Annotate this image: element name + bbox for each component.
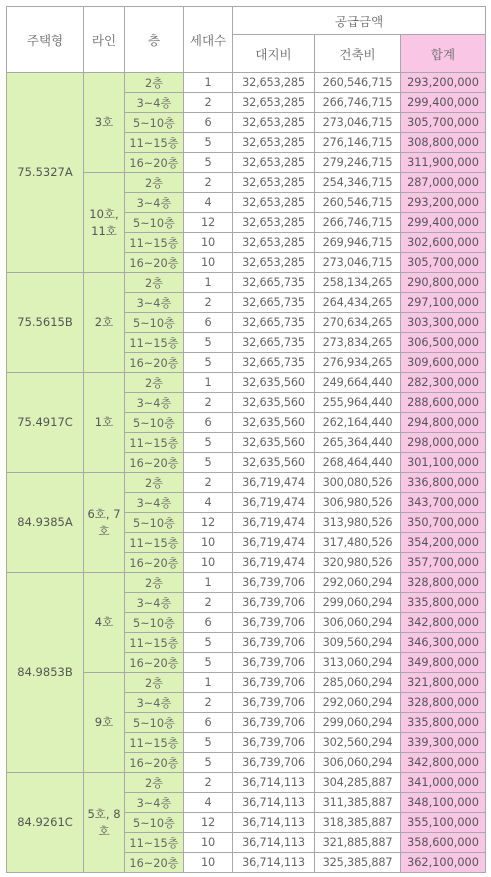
- total-cell: 290,800,000: [401, 273, 486, 293]
- total-cell: 357,700,000: [401, 553, 486, 573]
- build-cost-cell: 273,046,715: [315, 113, 401, 133]
- units-cell: 1: [184, 273, 233, 293]
- land-cost-cell: 32,653,285: [233, 193, 315, 213]
- build-cost-cell: 258,134,265: [315, 273, 401, 293]
- units-cell: 2: [184, 773, 233, 793]
- line-cell: 4호: [84, 573, 125, 673]
- units-cell: 10: [184, 553, 233, 573]
- floor-cell: 2층: [125, 673, 184, 693]
- unit-type-cell: 75.5615B: [7, 273, 84, 373]
- floor-cell: 5~10층: [125, 313, 184, 333]
- land-cost-cell: 32,653,285: [233, 213, 315, 233]
- total-cell: 303,300,000: [401, 313, 486, 333]
- build-cost-cell: 285,060,294: [315, 673, 401, 693]
- land-cost-cell: 32,653,285: [233, 233, 315, 253]
- land-cost-cell: 36,719,474: [233, 513, 315, 533]
- table-row: [7, 373, 486, 393]
- total-cell: 293,200,000: [401, 193, 486, 213]
- units-cell: 2: [184, 473, 233, 493]
- build-cost-cell: 260,546,715: [315, 73, 401, 93]
- line-cell: 10호, 11호: [84, 173, 125, 273]
- header-build-cost: 건축비: [315, 35, 401, 73]
- line-cell: 1호: [84, 373, 125, 473]
- header-row-1: [7, 7, 486, 35]
- land-cost-cell: 36,714,113: [233, 813, 315, 833]
- land-cost-cell: 36,719,474: [233, 493, 315, 513]
- header-line: 라인: [84, 7, 125, 73]
- floor-cell: 5~10층: [125, 613, 184, 633]
- floor-cell: 5~10층: [125, 413, 184, 433]
- land-cost-cell: 32,665,735: [233, 313, 315, 333]
- land-cost-cell: 32,653,285: [233, 173, 315, 193]
- build-cost-cell: 262,164,440: [315, 413, 401, 433]
- build-cost-cell: 292,060,294: [315, 693, 401, 713]
- land-cost-cell: 36,714,113: [233, 853, 315, 873]
- land-cost-cell: 32,653,285: [233, 113, 315, 133]
- line-cell: 3호: [84, 73, 125, 173]
- land-cost-cell: 32,665,735: [233, 273, 315, 293]
- unit-type-cell: 84.9853B: [7, 573, 84, 773]
- units-cell: 2: [184, 93, 233, 113]
- floor-cell: 5~10층: [125, 513, 184, 533]
- units-cell: 2: [184, 393, 233, 413]
- build-cost-cell: 264,434,265: [315, 293, 401, 313]
- total-cell: 288,600,000: [401, 393, 486, 413]
- table-row: [7, 773, 486, 793]
- land-cost-cell: 36,739,706: [233, 693, 315, 713]
- floor-cell: 5~10층: [125, 713, 184, 733]
- land-cost-cell: 36,719,474: [233, 473, 315, 493]
- build-cost-cell: 255,964,440: [315, 393, 401, 413]
- units-cell: 4: [184, 493, 233, 513]
- build-cost-cell: 249,664,440: [315, 373, 401, 393]
- units-cell: 10: [184, 853, 233, 873]
- unit-type-cell: 84.9261C: [7, 773, 84, 873]
- units-cell: 5: [184, 353, 233, 373]
- build-cost-cell: 317,480,526: [315, 533, 401, 553]
- units-cell: 2: [184, 173, 233, 193]
- build-cost-cell: 306,060,294: [315, 613, 401, 633]
- land-cost-cell: 36,739,706: [233, 573, 315, 593]
- land-cost-cell: 36,739,706: [233, 713, 315, 733]
- line-cell: 5호, 8호: [84, 773, 125, 873]
- units-cell: 2: [184, 593, 233, 613]
- units-cell: 1: [184, 373, 233, 393]
- floor-cell: 11~15층: [125, 333, 184, 353]
- header-floor: 층: [125, 7, 184, 73]
- units-cell: 1: [184, 673, 233, 693]
- units-cell: 1: [184, 73, 233, 93]
- total-cell: 354,200,000: [401, 533, 486, 553]
- total-cell: 311,900,000: [401, 153, 486, 173]
- unit-type-cell: 84.9385A: [7, 473, 84, 573]
- total-cell: 335,800,000: [401, 593, 486, 613]
- build-cost-cell: 313,060,294: [315, 653, 401, 673]
- build-cost-cell: 299,060,294: [315, 713, 401, 733]
- units-cell: 5: [184, 453, 233, 473]
- build-cost-cell: 321,885,887: [315, 833, 401, 853]
- build-cost-cell: 292,060,294: [315, 573, 401, 593]
- table-row: [7, 273, 486, 293]
- units-cell: 10: [184, 233, 233, 253]
- units-cell: 10: [184, 533, 233, 553]
- units-cell: 10: [184, 253, 233, 273]
- land-cost-cell: 36,739,706: [233, 633, 315, 653]
- total-cell: 305,700,000: [401, 253, 486, 273]
- land-cost-cell: 36,739,706: [233, 613, 315, 633]
- units-cell: 5: [184, 633, 233, 653]
- floor-cell: 3~4층: [125, 693, 184, 713]
- floor-cell: 11~15층: [125, 433, 184, 453]
- unit-type-cell: 75.4917C: [7, 373, 84, 473]
- total-cell: 282,300,000: [401, 373, 486, 393]
- line-cell: 6호, 7호: [84, 473, 125, 573]
- land-cost-cell: 36,739,706: [233, 653, 315, 673]
- build-cost-cell: 325,385,887: [315, 853, 401, 873]
- land-cost-cell: 36,739,706: [233, 673, 315, 693]
- total-cell: 328,800,000: [401, 693, 486, 713]
- header-land-cost: 대지비: [233, 35, 315, 73]
- units-cell: 12: [184, 813, 233, 833]
- land-cost-cell: 32,665,735: [233, 353, 315, 373]
- total-cell: 305,700,000: [401, 113, 486, 133]
- units-cell: 5: [184, 653, 233, 673]
- total-cell: 302,600,000: [401, 233, 486, 253]
- total-cell: 298,000,000: [401, 433, 486, 453]
- units-cell: 12: [184, 513, 233, 533]
- land-cost-cell: 36,714,113: [233, 773, 315, 793]
- build-cost-cell: 276,146,715: [315, 133, 401, 153]
- floor-cell: 2층: [125, 373, 184, 393]
- total-cell: 355,100,000: [401, 813, 486, 833]
- land-cost-cell: 32,653,285: [233, 93, 315, 113]
- units-cell: 5: [184, 153, 233, 173]
- units-cell: 4: [184, 793, 233, 813]
- land-cost-cell: 36,739,706: [233, 753, 315, 773]
- total-cell: 343,700,000: [401, 493, 486, 513]
- land-cost-cell: 36,714,113: [233, 833, 315, 853]
- total-cell: 293,200,000: [401, 73, 486, 93]
- land-cost-cell: 36,739,706: [233, 733, 315, 753]
- build-cost-cell: 304,285,887: [315, 773, 401, 793]
- total-cell: 336,800,000: [401, 473, 486, 493]
- floor-cell: 3~4층: [125, 493, 184, 513]
- floor-cell: 16~20층: [125, 553, 184, 573]
- floor-cell: 3~4층: [125, 793, 184, 813]
- build-cost-cell: 299,060,294: [315, 593, 401, 613]
- build-cost-cell: 318,385,887: [315, 813, 401, 833]
- build-cost-cell: 311,385,887: [315, 793, 401, 813]
- land-cost-cell: 32,653,285: [233, 153, 315, 173]
- floor-cell: 3~4층: [125, 393, 184, 413]
- units-cell: 5: [184, 133, 233, 153]
- land-cost-cell: 32,665,735: [233, 293, 315, 313]
- total-cell: 358,600,000: [401, 833, 486, 853]
- total-cell: 299,400,000: [401, 213, 486, 233]
- build-cost-cell: 265,364,440: [315, 433, 401, 453]
- units-cell: 6: [184, 613, 233, 633]
- build-cost-cell: 302,560,294: [315, 733, 401, 753]
- units-cell: 6: [184, 313, 233, 333]
- total-cell: 287,000,000: [401, 173, 486, 193]
- land-cost-cell: 32,635,560: [233, 373, 315, 393]
- floor-cell: 2층: [125, 573, 184, 593]
- floor-cell: 16~20층: [125, 653, 184, 673]
- units-cell: 1: [184, 573, 233, 593]
- header-total: 합계: [401, 35, 486, 73]
- floor-cell: 11~15층: [125, 733, 184, 753]
- build-cost-cell: 309,560,294: [315, 633, 401, 653]
- total-cell: 348,100,000: [401, 793, 486, 813]
- build-cost-cell: 266,746,715: [315, 93, 401, 113]
- total-cell: 346,300,000: [401, 633, 486, 653]
- units-cell: 5: [184, 433, 233, 453]
- total-cell: 299,400,000: [401, 93, 486, 113]
- units-cell: 5: [184, 733, 233, 753]
- units-cell: 6: [184, 113, 233, 133]
- total-cell: 308,800,000: [401, 133, 486, 153]
- floor-cell: 11~15층: [125, 133, 184, 153]
- floor-cell: 2층: [125, 73, 184, 93]
- land-cost-cell: 36,719,474: [233, 553, 315, 573]
- floor-cell: 5~10층: [125, 113, 184, 133]
- floor-cell: 3~4층: [125, 193, 184, 213]
- table-row: [7, 573, 486, 593]
- total-cell: 321,800,000: [401, 673, 486, 693]
- land-cost-cell: 36,714,113: [233, 793, 315, 813]
- build-cost-cell: 300,080,526: [315, 473, 401, 493]
- total-cell: 341,000,000: [401, 773, 486, 793]
- table-body: [7, 73, 486, 873]
- floor-cell: 16~20층: [125, 753, 184, 773]
- land-cost-cell: 36,739,706: [233, 593, 315, 613]
- total-cell: 339,300,000: [401, 733, 486, 753]
- floor-cell: 3~4층: [125, 93, 184, 113]
- floor-cell: 11~15층: [125, 233, 184, 253]
- units-cell: 2: [184, 693, 233, 713]
- build-cost-cell: 273,046,715: [315, 253, 401, 273]
- total-cell: 349,800,000: [401, 653, 486, 673]
- land-cost-cell: 32,635,560: [233, 453, 315, 473]
- floor-cell: 16~20층: [125, 853, 184, 873]
- total-cell: 309,600,000: [401, 353, 486, 373]
- floor-cell: 2층: [125, 173, 184, 193]
- price-table-container: [6, 6, 485, 871]
- total-cell: 294,800,000: [401, 413, 486, 433]
- floor-cell: 11~15층: [125, 533, 184, 553]
- land-cost-cell: 32,653,285: [233, 253, 315, 273]
- floor-cell: 3~4층: [125, 293, 184, 313]
- units-cell: 2: [184, 293, 233, 313]
- build-cost-cell: 276,934,265: [315, 353, 401, 373]
- floor-cell: 2층: [125, 773, 184, 793]
- build-cost-cell: 266,746,715: [315, 213, 401, 233]
- land-cost-cell: 32,635,560: [233, 433, 315, 453]
- units-cell: 5: [184, 753, 233, 773]
- total-cell: 342,800,000: [401, 613, 486, 633]
- floor-cell: 16~20층: [125, 153, 184, 173]
- header-type: 주택형: [7, 7, 84, 73]
- land-cost-cell: 32,635,560: [233, 413, 315, 433]
- units-cell: 10: [184, 833, 233, 853]
- land-cost-cell: 32,665,735: [233, 333, 315, 353]
- total-cell: 306,500,000: [401, 333, 486, 353]
- header-units: 세대수: [184, 7, 233, 73]
- total-cell: 328,800,000: [401, 573, 486, 593]
- build-cost-cell: 306,060,294: [315, 753, 401, 773]
- total-cell: 297,100,000: [401, 293, 486, 313]
- land-cost-cell: 36,719,474: [233, 533, 315, 553]
- floor-cell: 11~15층: [125, 633, 184, 653]
- floor-cell: 16~20층: [125, 253, 184, 273]
- floor-cell: 5~10층: [125, 213, 184, 233]
- land-cost-cell: 32,653,285: [233, 73, 315, 93]
- total-cell: 350,700,000: [401, 513, 486, 533]
- units-cell: 5: [184, 333, 233, 353]
- floor-cell: 5~10층: [125, 813, 184, 833]
- build-cost-cell: 270,634,265: [315, 313, 401, 333]
- floor-cell: 3~4층: [125, 593, 184, 613]
- units-cell: 4: [184, 193, 233, 213]
- build-cost-cell: 273,834,265: [315, 333, 401, 353]
- unit-type-cell: 75.5327A: [7, 73, 84, 273]
- units-cell: 12: [184, 213, 233, 233]
- header-supply-price: 공급금액: [233, 7, 486, 35]
- table-row: [7, 73, 486, 93]
- build-cost-cell: 279,246,715: [315, 153, 401, 173]
- floor-cell: 2층: [125, 273, 184, 293]
- land-cost-cell: 32,653,285: [233, 133, 315, 153]
- total-cell: 342,800,000: [401, 753, 486, 773]
- build-cost-cell: 313,980,526: [315, 513, 401, 533]
- total-cell: 362,100,000: [401, 853, 486, 873]
- supply-price-table: [6, 6, 486, 873]
- build-cost-cell: 260,546,715: [315, 193, 401, 213]
- build-cost-cell: 269,946,715: [315, 233, 401, 253]
- floor-cell: 2층: [125, 473, 184, 493]
- total-cell: 301,100,000: [401, 453, 486, 473]
- floor-cell: 16~20층: [125, 353, 184, 373]
- floor-cell: 16~20층: [125, 453, 184, 473]
- build-cost-cell: 268,464,440: [315, 453, 401, 473]
- build-cost-cell: 306,980,526: [315, 493, 401, 513]
- build-cost-cell: 320,980,526: [315, 553, 401, 573]
- line-cell: 2호: [84, 273, 125, 373]
- units-cell: 6: [184, 713, 233, 733]
- line-cell: 9호: [84, 673, 125, 773]
- table-row: [7, 473, 486, 493]
- floor-cell: 11~15층: [125, 833, 184, 853]
- units-cell: 6: [184, 413, 233, 433]
- land-cost-cell: 32,635,560: [233, 393, 315, 413]
- total-cell: 335,800,000: [401, 713, 486, 733]
- build-cost-cell: 254,346,715: [315, 173, 401, 193]
